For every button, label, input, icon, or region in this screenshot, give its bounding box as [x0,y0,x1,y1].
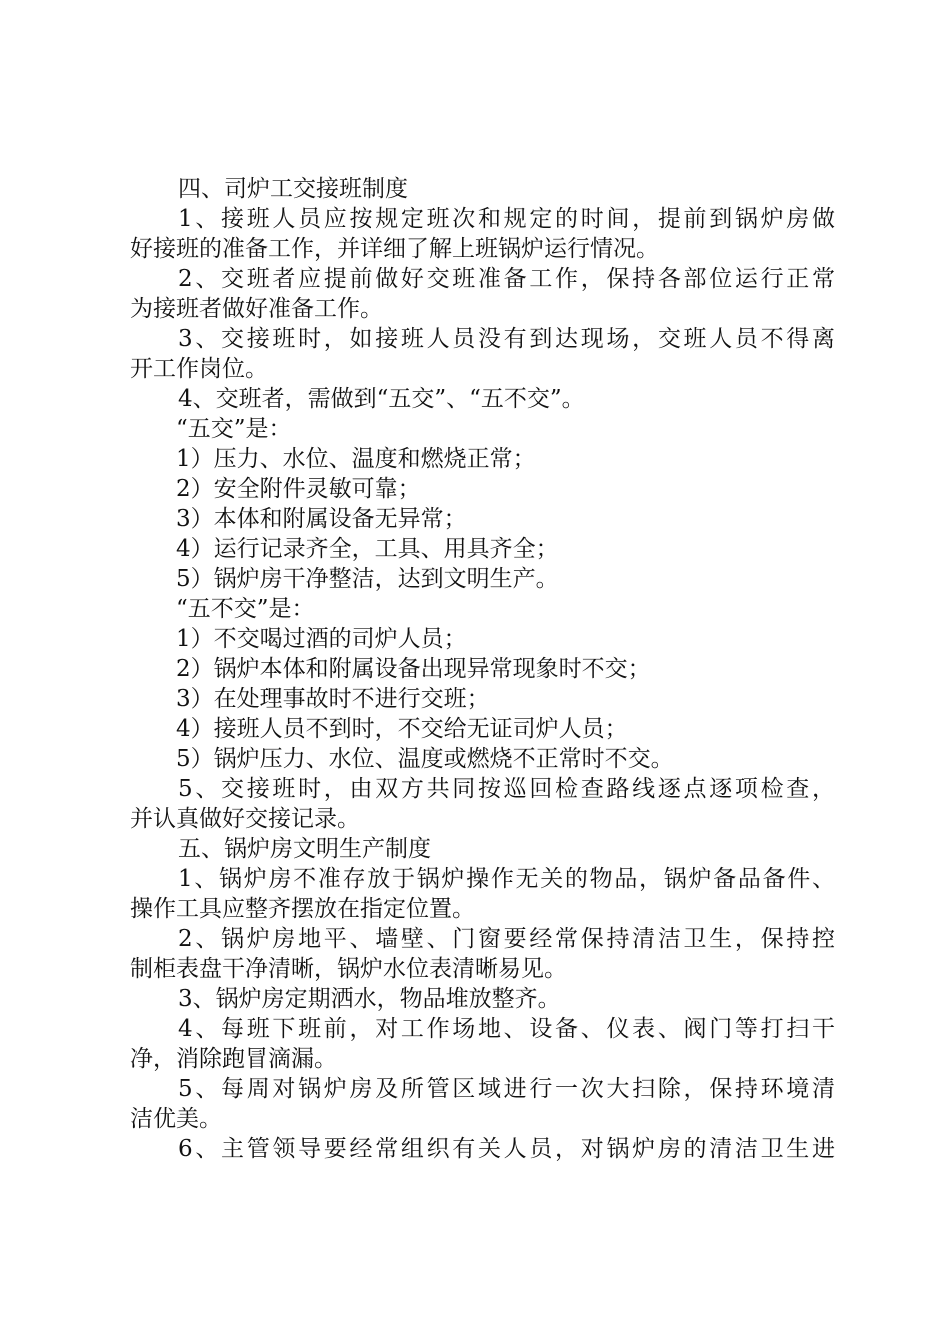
text-line: 3）本体和附属设备无异常； [176,506,467,532]
text-line: 4、每班下班前，对工作场地、设备、仪表、阀门等打扫干 [178,1016,835,1042]
text-line: 4）接班人员不到时，不交给无证司炉人员； [176,716,628,742]
text-line: 2）安全附件灵敏可靠； [176,476,421,502]
text-line: 洁优美。 [130,1106,222,1132]
text-line: 1）压力、水位、温度和燃烧正常； [176,446,536,472]
text-line: 为接班者做好准备工作。 [130,296,383,322]
text-line: 5、每周对锅炉房及所管区域进行一次大扫除，保持环境清 [178,1076,835,1102]
text-line: 操作工具应整齐摆放在指定位置。 [130,896,475,922]
text-line: “五交”是： [176,416,292,442]
text-line: 1、接班人员应按规定班次和规定的时间，提前到锅炉房做 [178,206,835,232]
text-line: “五不交”是： [176,596,315,622]
text-line: 2、锅炉房地平、墙壁、门窗要经常保持清洁卫生，保持控 [178,926,835,952]
text-line: 制柜表盘干净清晰，锅炉水位表清晰易见。 [130,956,567,982]
text-line: 4）运行记录齐全，工具、用具齐全； [176,536,559,562]
text-line: 2、交班者应提前做好交班准备工作，保持各部位运行正常 [178,266,835,292]
text-line: 好接班的准备工作，并详细了解上班锅炉运行情况。 [130,236,659,262]
text-line: 5）锅炉压力、水位、温度或燃烧不正常时不交。 [176,746,674,772]
text-line: 2）锅炉本体和附属设备出现异常现象时不交； [176,656,651,682]
text-line: 3）在处理事故时不进行交班； [176,686,490,712]
text-line: 3、锅炉房定期洒水，物品堆放整齐。 [178,986,561,1012]
text-line: 5）锅炉房干净整洁，达到文明生产。 [176,566,559,592]
document-body [130,174,835,1164]
text-line: 5、交接班时，由双方共同按巡回检查路线逐点逐项检查， [178,776,835,802]
text-line: 1）不交喝过酒的司炉人员； [176,626,467,652]
text-line: 净，消除跑冒滴漏。 [130,1046,337,1072]
text-line: 6、主管领导要经常组织有关人员，对锅炉房的清洁卫生进 [178,1136,835,1162]
text-line: 4、交班者，需做到“五交”、“五不交”。 [178,386,585,412]
text-line: 开工作岗位。 [130,356,268,382]
text-line: 1、锅炉房不准存放于锅炉操作无关的物品，锅炉备品备件、 [178,866,835,892]
text-line: 四、司炉工交接班制度 [178,176,408,202]
text-line: 五、锅炉房文明生产制度 [178,836,431,862]
text-line: 3、交接班时，如接班人员没有到达现场，交班人员不得离 [178,326,835,352]
text-line: 并认真做好交接记录。 [130,806,360,832]
